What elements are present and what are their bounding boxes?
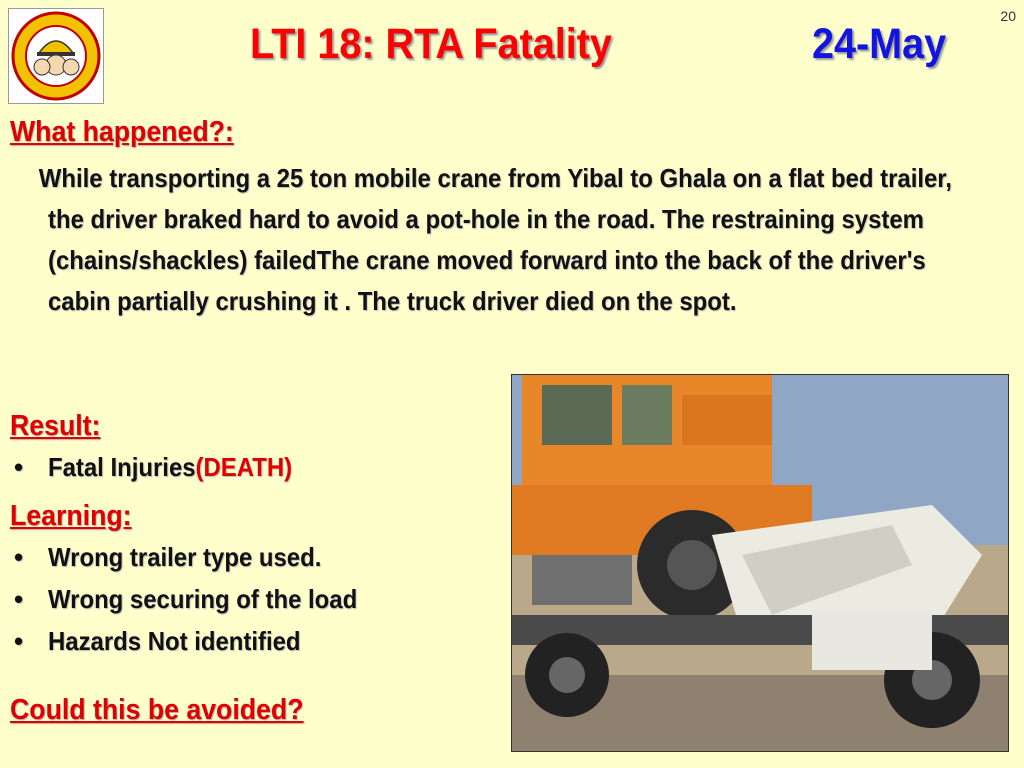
bullet-dot: • bbox=[14, 452, 24, 482]
question-text: Could this be avoided? bbox=[10, 694, 304, 726]
bullet-dot: • bbox=[14, 542, 24, 572]
result-heading: Result: bbox=[10, 410, 101, 442]
learning-bullet bbox=[14, 626, 322, 657]
safety-logo bbox=[8, 8, 104, 104]
learning-bullet bbox=[14, 584, 384, 615]
learning-bullet-text: Wrong trailer type used. bbox=[48, 542, 322, 572]
learning-bullet-text: Hazards Not identified bbox=[48, 626, 301, 656]
result-bullet-highlight: (DEATH) bbox=[195, 452, 293, 482]
crashed-truck-photo-icon bbox=[512, 375, 1008, 751]
what-happened-heading: What happened?: bbox=[10, 116, 234, 148]
result-bullet-text: Fatal Injuries bbox=[48, 452, 196, 482]
learning-heading: Learning: bbox=[10, 500, 132, 532]
learning-bullet-text: Wrong securing of the load bbox=[48, 584, 358, 614]
slide-title: LTI 18: RTA Fatality bbox=[250, 20, 612, 68]
slide-number: 20 bbox=[1000, 8, 1016, 24]
accident-photo bbox=[511, 374, 1009, 752]
result-bullet bbox=[14, 452, 313, 483]
learning-bullet bbox=[14, 542, 345, 573]
safety-is-teamwork-logo-icon bbox=[9, 9, 103, 103]
what-happened-text: While transporting a 25 ton mobile crane from Yibal to Ghala on a flat bed trailer, the driver braked hard to avoid a pot-hole in the road. The restraining system (chains/shackles) failedThe crane moved forward into the back of the driver's cabin partially crushing it . The truck driver died on the spot. bbox=[38, 163, 952, 316]
bullet-dot: • bbox=[14, 626, 24, 656]
slide-date: 24-May bbox=[812, 20, 947, 68]
bullet-dot: • bbox=[14, 584, 24, 614]
